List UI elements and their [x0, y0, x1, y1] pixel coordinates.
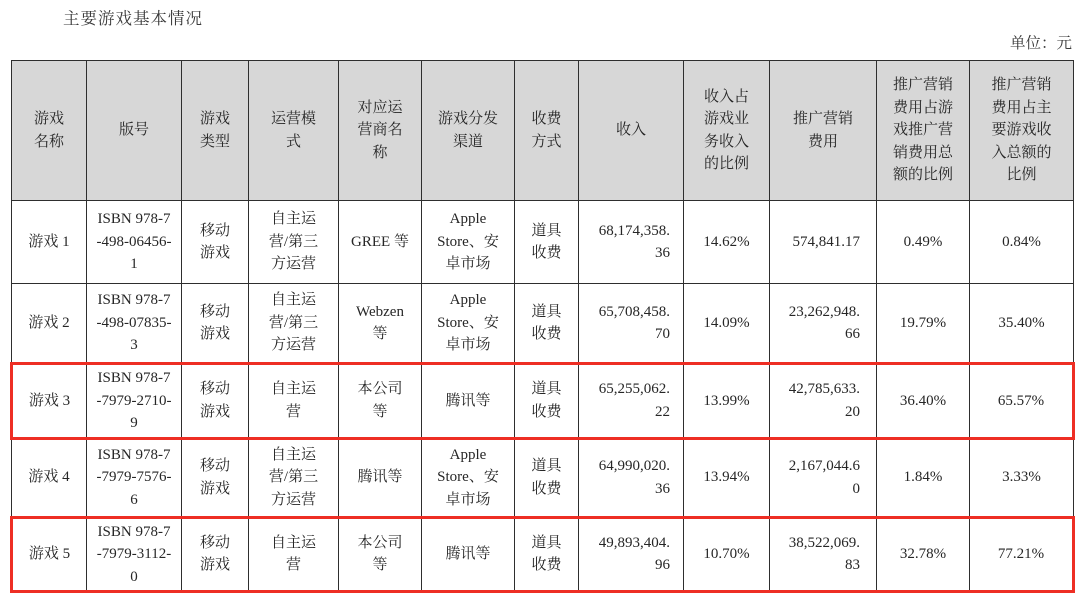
column-header: 游戏名称	[12, 61, 87, 201]
table-row	[12, 438, 1074, 517]
table-cell: GREE 等	[339, 201, 422, 284]
games-table	[10, 60, 1075, 593]
table-cell: 13.99%	[684, 364, 770, 439]
table-cell: 道具收费	[515, 517, 579, 592]
table-cell: ISBN 978-7-498-07835-3	[87, 284, 182, 364]
column-header: 推广营销费用	[770, 61, 877, 201]
table-cell: 3.33%	[970, 438, 1074, 517]
table-row	[12, 201, 1074, 284]
table-cell: 574,841.17	[770, 201, 877, 284]
table-cell: 0.49%	[877, 201, 970, 284]
unit-label: 单位：元	[1009, 35, 1072, 52]
table-cell: 游戏 5	[12, 517, 87, 592]
column-header: 收费方式	[515, 61, 579, 201]
table-row-highlighted	[12, 517, 1074, 592]
table-cell: Apple Store、安卓市场	[422, 201, 515, 284]
column-header: 版号	[87, 61, 182, 201]
table-cell: 自主运营	[249, 364, 339, 439]
table-cell: Webzen 等	[339, 284, 422, 364]
table-cell: 23,262,948.66	[770, 284, 877, 364]
table-cell: 游戏 1	[12, 201, 87, 284]
table-cell: ISBN 978-7-7979-3112-0	[87, 517, 182, 592]
table-cell: 自主运营	[249, 517, 339, 592]
table-cell: 自主运营/第三方运营	[249, 284, 339, 364]
table-cell: 64,990,020.36	[579, 438, 684, 517]
table-cell: ISBN 978-7-7979-2710-9	[87, 364, 182, 439]
table-cell: 游戏 2	[12, 284, 87, 364]
table-cell: 游戏 3	[12, 364, 87, 439]
table-cell: ISBN 978-7-7979-7576-6	[87, 438, 182, 517]
table-cell: 14.09%	[684, 284, 770, 364]
table-cell: 14.62%	[684, 201, 770, 284]
column-header: 运营模式	[249, 61, 339, 201]
table-cell: 腾讯等	[339, 438, 422, 517]
table-cell: 移动游戏	[182, 364, 249, 439]
table-cell: 68,174,358.36	[579, 201, 684, 284]
table-cell: 道具收费	[515, 438, 579, 517]
table-cell: Apple Store、安卓市场	[422, 438, 515, 517]
table-cell: 35.40%	[970, 284, 1074, 364]
table-row	[12, 284, 1074, 364]
table-cell: 65,255,062.22	[579, 364, 684, 439]
table-cell: 腾讯等	[422, 517, 515, 592]
table-row-highlighted	[12, 364, 1074, 439]
table-cell: 42,785,633.20	[770, 364, 877, 439]
table-cell: 腾讯等	[422, 364, 515, 439]
table-cell: 1.84%	[877, 438, 970, 517]
table-cell: 77.21%	[970, 517, 1074, 592]
column-header: 对应运营商名称	[339, 61, 422, 201]
table-cell: 移动游戏	[182, 517, 249, 592]
table-cell: 32.78%	[877, 517, 970, 592]
table-cell: 移动游戏	[182, 438, 249, 517]
table-cell: 自主运营/第三方运营	[249, 438, 339, 517]
page-title: 主要游戏基本情况	[63, 9, 203, 28]
table-cell: 本公司等	[339, 364, 422, 439]
table-cell: 10.70%	[684, 517, 770, 592]
table-cell: 2,167,044.60	[770, 438, 877, 517]
table-cell: 道具收费	[515, 201, 579, 284]
table-cell: 65.57%	[970, 364, 1074, 439]
table-cell: 65,708,458.70	[579, 284, 684, 364]
header-row	[12, 61, 1074, 201]
table-cell: 38,522,069.83	[770, 517, 877, 592]
table-body	[12, 201, 1074, 592]
table-cell: 49,893,404.96	[579, 517, 684, 592]
table-cell: 道具收费	[515, 284, 579, 364]
table-cell: 自主运营/第三方运营	[249, 201, 339, 284]
table-cell: ISBN 978-7-498-06456-1	[87, 201, 182, 284]
table-cell: 游戏 4	[12, 438, 87, 517]
table-cell: 13.94%	[684, 438, 770, 517]
table-cell: 移动游戏	[182, 284, 249, 364]
table-cell: 本公司等	[339, 517, 422, 592]
table-cell: 19.79%	[877, 284, 970, 364]
column-header: 推广营销费用占主要游戏收入总额的比例	[970, 61, 1074, 201]
table-cell: 36.40%	[877, 364, 970, 439]
table-cell: 移动游戏	[182, 201, 249, 284]
table-cell: 0.84%	[970, 201, 1074, 284]
column-header: 推广营销费用占游戏推广营销费用总额的比例	[877, 61, 970, 201]
column-header: 游戏类型	[182, 61, 249, 201]
column-header: 游戏分发渠道	[422, 61, 515, 201]
table-cell: 道具收费	[515, 364, 579, 439]
column-header: 收入占游戏业务收入的比例	[684, 61, 770, 201]
column-header: 收入	[579, 61, 684, 201]
table-cell: Apple Store、安卓市场	[422, 284, 515, 364]
